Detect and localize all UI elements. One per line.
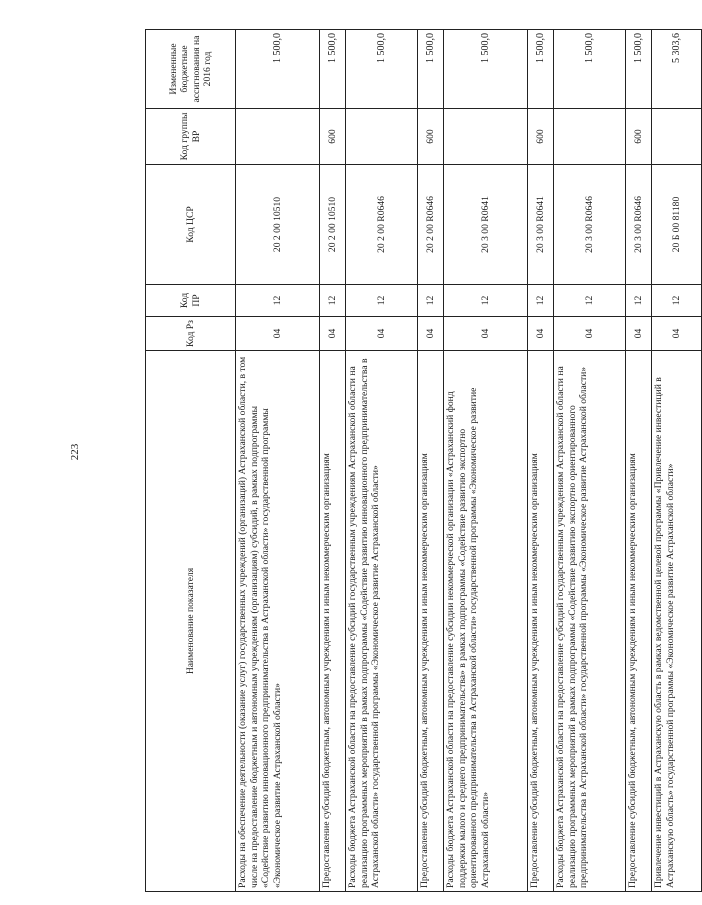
row-rz: 04 xyxy=(554,317,626,351)
row-pr: 12 xyxy=(652,285,702,317)
row-sum: 1 500,0 xyxy=(346,30,418,109)
row-vr: 600 xyxy=(418,109,444,165)
row-sum: 1 500,0 xyxy=(418,30,444,109)
row-name: Расходы на обеспечение деятельности (оказание услуг) государственных учреждений (организаций) Астраханской области, в том числе на предоставление бюджетным и автономным учреждениям (организациям) субсидий, в рамках подпрограммы «Содействие развитию инновационного предпринимательства в Астраханской области» государственной программы «Экономическое развитие Астраханской области» xyxy=(236,351,320,892)
row-rz: 04 xyxy=(528,317,554,351)
row-name: Расходы бюджета Астраханской области на предоставление субсидий государственным учреждениям Астраханской области на реализацию программных мероприятий в рамках подпрограммы «Содействие развитию экспортно ориентированного предпринимательства в Астраханской области» государственной программы «Экономическое развитие Астраханской области» xyxy=(554,351,626,892)
header-rz: Код Рз xyxy=(146,317,236,351)
row-sum: 1 500,0 xyxy=(444,30,528,109)
row-csr: 20 3 00 R0641 xyxy=(444,165,528,285)
table-row xyxy=(626,30,652,892)
row-csr: 20 2 00 R0646 xyxy=(346,165,418,285)
header-row xyxy=(146,30,236,892)
table-row xyxy=(320,30,346,892)
row-vr: 600 xyxy=(320,109,346,165)
row-vr: 600 xyxy=(528,109,554,165)
row-rz: 04 xyxy=(236,317,320,351)
row-pr: 12 xyxy=(528,285,554,317)
row-vr xyxy=(444,109,528,165)
row-pr: 12 xyxy=(554,285,626,317)
row-vr xyxy=(652,109,702,165)
row-sum: 5 303,6 xyxy=(652,30,702,109)
budget-table xyxy=(145,29,702,892)
row-csr: 20 Б 00 81180 xyxy=(652,165,702,285)
row-rz: 04 xyxy=(320,317,346,351)
table-row xyxy=(528,30,554,892)
row-pr: 12 xyxy=(346,285,418,317)
row-name: Привлечение инвестиций в Астраханскую область в рамках ведомственной целевой программы «Привлечение инвестиций в Астраханскую область» государственной программы «Экономическое развитие Астраханской области» xyxy=(652,351,702,892)
row-rz: 04 xyxy=(626,317,652,351)
row-pr: 12 xyxy=(418,285,444,317)
rotated-table-container xyxy=(145,30,682,892)
row-rz: 04 xyxy=(652,317,702,351)
row-name: Предоставление субсидий бюджетным, автономным учреждениям и иным некоммерческим организациям xyxy=(626,351,652,892)
row-sum: 1 500,0 xyxy=(236,30,320,109)
header-name: Наименование показателя xyxy=(146,351,236,892)
row-pr: 12 xyxy=(444,285,528,317)
row-name: Предоставление субсидий бюджетным, автономным учреждениям и иным некоммерческим организациям xyxy=(528,351,554,892)
row-csr: 20 2 00 R0646 xyxy=(418,165,444,285)
page-number: 223 xyxy=(69,443,81,461)
row-csr: 20 3 00 R0641 xyxy=(528,165,554,285)
table-row xyxy=(444,30,528,892)
header-vr: Код группы ВР xyxy=(146,109,236,165)
row-csr: 20 2 00 10510 xyxy=(320,165,346,285)
row-sum: 1 500,0 xyxy=(554,30,626,109)
table-row xyxy=(236,30,320,892)
table-row xyxy=(652,30,702,892)
row-rz: 04 xyxy=(418,317,444,351)
table-row xyxy=(346,30,418,892)
header-pr: Код ПР xyxy=(146,285,236,317)
row-rz: 04 xyxy=(346,317,418,351)
row-name: Расходы бюджета Астраханской области на предоставление субсидий государственным учреждениям Астраханской области на реализацию программных мероприятий в рамках подпрограммы «Содействие развитию инновационного предпринимательства в Астраханской области» государственной программы «Экономическое развитие Астраханской области» xyxy=(346,351,418,892)
row-vr xyxy=(554,109,626,165)
row-csr: 20 3 00 R0646 xyxy=(554,165,626,285)
table-row xyxy=(418,30,444,892)
row-csr: 20 2 00 10510 xyxy=(236,165,320,285)
row-vr xyxy=(236,109,320,165)
row-name: Предоставление субсидий бюджетным, автономным учреждениям и иным некоммерческим организациям xyxy=(418,351,444,892)
header-sum: Измененные бюджетные ассигнования на 2016 год xyxy=(146,30,236,109)
row-name: Предоставление субсидий бюджетным, автономным учреждениям и иным некоммерческим организациям xyxy=(320,351,346,892)
row-vr: 600 xyxy=(626,109,652,165)
row-name: Расходы бюджета Астраханской области на предоставление субсидии некоммерческой организации «Астраханский фонд поддержки малого и среднего предпринимательства» в рамках подпрограммы «Содействие развитию экспортно ориентированного предпринимательства в Астраханской области» государственной программы «Экономическое развитие Астраханской области» xyxy=(444,351,528,892)
table-row xyxy=(554,30,626,892)
header-csr: Код ЦСР xyxy=(146,165,236,285)
row-pr: 12 xyxy=(320,285,346,317)
row-sum: 1 500,0 xyxy=(320,30,346,109)
row-vr xyxy=(346,109,418,165)
row-pr: 12 xyxy=(626,285,652,317)
row-rz: 04 xyxy=(444,317,528,351)
row-pr: 12 xyxy=(236,285,320,317)
row-sum: 1 500,0 xyxy=(626,30,652,109)
row-sum: 1 500,0 xyxy=(528,30,554,109)
row-csr: 20 3 00 R0646 xyxy=(626,165,652,285)
